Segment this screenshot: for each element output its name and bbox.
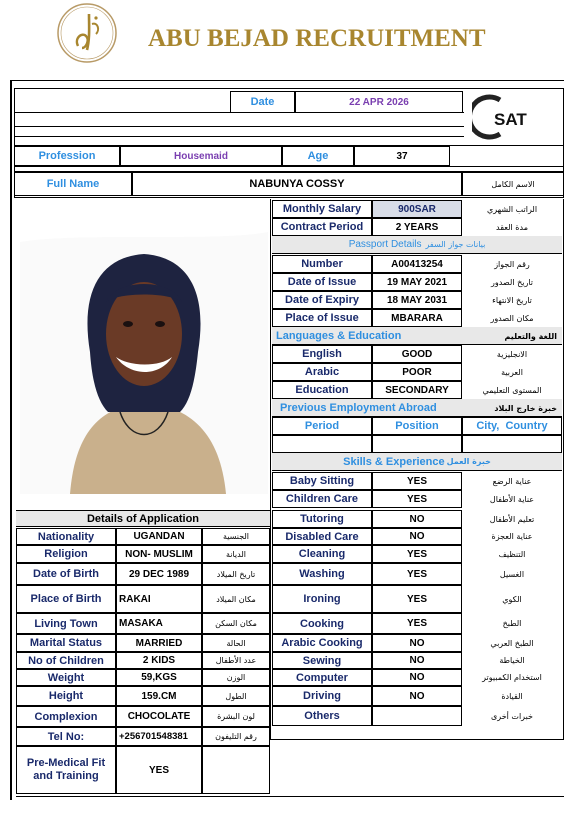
sat-logo-text: SAT [494, 110, 527, 129]
passport-number-label: Number [272, 255, 372, 273]
skill-computer-value: NO [372, 669, 462, 686]
employment-empty-row [272, 435, 372, 453]
skill-arabic-cooking-value: NO [372, 634, 462, 652]
company-logo [56, 2, 118, 64]
skill-tutoring-value: NO [372, 510, 462, 528]
age-label: Age [282, 146, 354, 166]
app-date-of-birth-value: 29 DEC 1989 [116, 563, 202, 585]
app-pre-medical-fit-and-training-ar [202, 746, 270, 794]
app-marital-status-value: MARRIED [116, 634, 202, 652]
app-place-of-birth-value: RAKAI [116, 585, 202, 613]
skills-header [272, 453, 562, 471]
skills-header-ar: خبرة العمل [446, 457, 491, 466]
skill-cooking-ar: الطبخ [502, 619, 522, 628]
skill-sewing-value: NO [372, 652, 462, 669]
skill-computer-ar: استخدام الكمبيوتر [482, 673, 542, 682]
company-name: ABU BEJAD RECRUITMENT [148, 25, 486, 52]
skill-sewing-label: Sewing [272, 652, 372, 669]
skill-cooking-value: YES [372, 613, 462, 634]
skill-tutoring-ar: تعليم الأطفال [489, 514, 535, 524]
employment-period-col: Period [272, 417, 372, 435]
app-place-of-birth-label: Place of Birth [16, 585, 116, 613]
passport-header [272, 236, 562, 254]
skill-disabled-care-label: Disabled Care [272, 528, 372, 545]
app-complexion-value: CHOCOLATE [116, 706, 202, 727]
skill-driving-value: NO [372, 686, 462, 706]
fullname-ar: الاسم الكامل [462, 172, 564, 196]
app-no-of-children-ar: عدد الأطفال [202, 652, 270, 669]
app-height-label: Height [16, 686, 116, 706]
skill-cleaning-value: YES [372, 545, 462, 563]
education-ar: المستوى التعليمي [482, 385, 542, 395]
profession-value: Housemaid [120, 146, 282, 166]
age-value: 37 [354, 146, 450, 166]
skill-others-ar: خبرات أخرى [491, 711, 533, 721]
app-no-of-children-value: 2 KIDS [116, 652, 202, 669]
english-value: GOOD [372, 345, 462, 363]
app-height-ar: الطول [202, 686, 270, 706]
fullname-value: NABUNYA COSSY [132, 172, 462, 196]
app-date-of-birth-label: Date of Birth [16, 563, 116, 585]
app-weight-value: 59,KGS [116, 669, 202, 686]
arabic-value: POOR [372, 363, 462, 381]
employment-header-ar: خبرة خارج البلاد [494, 403, 557, 413]
contract-label: Contract Period [272, 218, 372, 236]
skill-baby-sitting-label: Baby Sitting [272, 472, 372, 490]
employment-header-en: Previous Employment Abroad [280, 402, 437, 414]
skill-others-value [372, 706, 462, 726]
skill-cleaning-ar: التنظيف [498, 549, 526, 559]
contract-value: 2 YEARS [372, 218, 462, 236]
skills-header-en: Skills & Experience [343, 455, 445, 468]
english-label: English [272, 345, 372, 363]
skill-washing-value: YES [372, 563, 462, 585]
app-height-value: 159.CM [116, 686, 202, 706]
expiry-date-label: Date of Expiry [272, 291, 372, 309]
contract-ar: مدة العقد [496, 222, 528, 232]
candidate-photo [20, 202, 268, 494]
skill-computer-label: Computer [272, 669, 372, 686]
app-religion-value: NON- MUSLIM [116, 545, 202, 563]
skill-children-care-ar: عناية الأطفال [489, 494, 535, 504]
application-header: Details of Application [16, 510, 270, 527]
app-pre-medical-fit-and-training-label: Pre-Medical Fit and Training [16, 746, 116, 794]
app-tel-no-ar: رقم التليفون [202, 727, 270, 746]
skill-driving-ar: القيادة [501, 691, 523, 701]
skill-washing-ar: الغسيل [499, 569, 525, 579]
date-value: 22 APR 2026 [295, 91, 463, 113]
salary-value: 900SAR [372, 200, 462, 218]
app-living-town-ar: مكان السكن [202, 613, 270, 634]
salary-ar: الراتب الشهري [486, 204, 538, 214]
app-complexion-label: Complexion [16, 706, 116, 727]
arabic-ar: العربية [501, 367, 523, 377]
app-religion-ar: الديانة [202, 545, 270, 563]
languages-header-ar: اللغة والتعليم [504, 331, 557, 341]
languages-header-en: Languages & Education [276, 330, 402, 342]
app-nationality-ar: الجنسية [202, 528, 270, 545]
education-label: Education [272, 381, 372, 399]
fullname-label: Full Name [14, 172, 132, 196]
passport-number-value: A00413254 [372, 255, 462, 273]
profession-label: Profession [14, 146, 120, 166]
employment-position-col: Position [372, 417, 462, 435]
skill-tutoring-label: Tutoring [272, 510, 372, 528]
skill-sewing-ar: الخياطة [499, 656, 525, 665]
skill-baby-sitting-ar: عناية الرضع [492, 476, 532, 486]
date-label: Date [230, 91, 295, 113]
skill-cleaning-label: Cleaning [272, 545, 372, 563]
app-religion-label: Religion [16, 545, 116, 563]
app-nationality-label: Nationality [16, 528, 116, 545]
skill-ironing-label: Ironing [272, 585, 372, 613]
skill-cooking-label: Cooking [272, 613, 372, 634]
app-date-of-birth-ar: تاريخ الميلاد [202, 563, 270, 585]
issue-date-ar: تاريخ الصدور [491, 277, 533, 287]
education-value: SECONDARY [372, 381, 462, 399]
skill-arabic-cooking-label: Arabic Cooking [272, 634, 372, 652]
app-weight-label: Weight [16, 669, 116, 686]
issue-place-ar: مكان الصدور [490, 313, 534, 323]
app-pre-medical-fit-and-training-value: YES [116, 746, 202, 794]
skill-baby-sitting-value: YES [372, 472, 462, 490]
english-ar: الانجليزية [496, 349, 528, 359]
app-marital-status-label: Marital Status [16, 634, 116, 652]
skill-disabled-care-ar: عناية العجزة [491, 532, 533, 541]
skill-arabic-cooking-ar: الطبخ العربي [490, 638, 534, 648]
skill-ironing-value: YES [372, 585, 462, 613]
app-tel-no-label: Tel No: [16, 727, 116, 746]
app-tel-no-value: +256701548381 [116, 727, 202, 746]
issue-place-value: MBARARA [372, 309, 462, 327]
skill-disabled-care-value: NO [372, 528, 462, 545]
app-no-of-children-label: No of Children [16, 652, 116, 669]
skill-children-care-label: Children Care [272, 490, 372, 508]
expiry-date-value: 18 MAY 2031 [372, 291, 462, 309]
app-marital-status-ar: الحالة [202, 634, 270, 652]
issue-date-value: 19 MAY 2021 [372, 273, 462, 291]
sat-logo [472, 92, 552, 142]
skill-driving-label: Driving [272, 686, 372, 706]
passport-header-ar: بيانات جواز السفر [425, 240, 486, 249]
passport-number-ar: رقم الجواز [494, 259, 530, 269]
app-weight-ar: الوزن [202, 669, 270, 686]
app-living-town-label: Living Town [16, 613, 116, 634]
skill-ironing-ar: الكوي [502, 594, 522, 604]
app-complexion-ar: لون البشرة [202, 706, 270, 727]
salary-label: Monthly Salary [272, 200, 372, 218]
issue-date-label: Date of Issue [272, 273, 372, 291]
passport-header-en: Passport Details [348, 239, 422, 250]
skill-children-care-value: YES [372, 490, 462, 508]
employment-city-col: City, Country [462, 417, 562, 435]
skill-washing-label: Washing [272, 563, 372, 585]
app-place-of-birth-ar: مكان الميلاد [202, 585, 270, 613]
expiry-date-ar: تاريخ الانتهاء [492, 295, 532, 305]
app-nationality-value: UGANDAN [116, 528, 202, 545]
employment-header [272, 399, 562, 417]
arabic-label: Arabic [272, 363, 372, 381]
issue-place-label: Place of Issue [272, 309, 372, 327]
app-living-town-value: MASAKA [116, 613, 202, 634]
skill-others-label: Others [272, 706, 372, 726]
languages-header [272, 327, 562, 345]
